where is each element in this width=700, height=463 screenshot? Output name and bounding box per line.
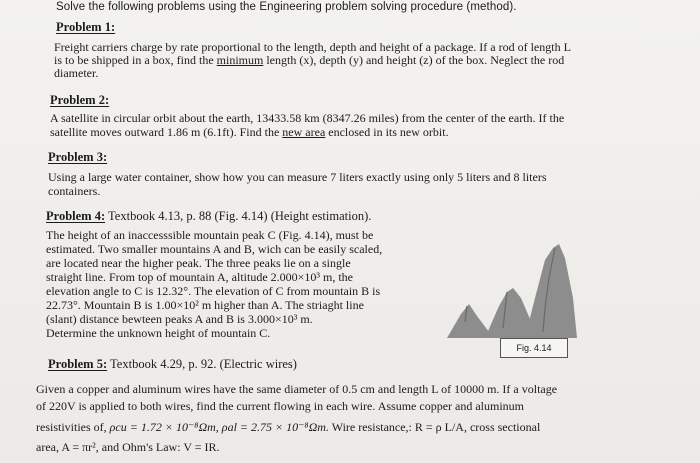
problem-5-line-4: area, A = πr², and Ohm's Law: V = IR. bbox=[36, 440, 220, 454]
problem-4-line: 22.73°. Mountain B is 1.00×10² m higher than A. The striaght line bbox=[46, 298, 364, 312]
mountain-c bbox=[525, 244, 577, 338]
problem-5-heading: Problem 5: bbox=[48, 357, 108, 371]
problem-2-heading: Problem 2: bbox=[50, 93, 110, 107]
problem-4-line: The height of an inaccesssible mountain peak C (Fig. 4.14), must be bbox=[46, 228, 374, 242]
figure-label: Fig. 4.14 bbox=[500, 338, 568, 358]
problem-5-line-3: resistivities of, ρcu = 1.72 × 10⁻⁸Ωm, ρal = 2.75 × 10⁻⁸Ωm. Wire resistance,: R = ρ L/A, cross sectional bbox=[36, 420, 541, 434]
problem-4-reference: Textbook 4.13, p. 88 (Fig. 4.14) (Height estimation). bbox=[105, 209, 372, 223]
problem-5-heading-line bbox=[48, 357, 297, 372]
mountain-a bbox=[447, 304, 491, 338]
problem-2-line-2: satellite moves outward 1.86 m (6.1ft). Find the new area enclosed in its new orbit. bbox=[50, 125, 449, 139]
problem-4-line: (slant) distance bewteen peaks A and B is 3.000×10³ m. bbox=[46, 312, 313, 326]
problem-1-heading: Problem 1: bbox=[56, 20, 116, 34]
problem-3-heading: Problem 3: bbox=[48, 150, 108, 164]
problem-5-reference: Textbook 4.29, p. 92. (Electric wires) bbox=[107, 357, 297, 371]
problem-4-line: Determine the unknown height of mountain C. bbox=[46, 326, 271, 340]
problem-1-line-3: diameter. bbox=[54, 66, 99, 80]
problem-2-line-1: A satellite in circular orbit about the earth, 13433.58 km (8347.26 miles) from the center of the earth. If the bbox=[50, 111, 565, 125]
problem-1-line-1: Freight carriers charge by rate proportional to the length, depth and height of a package. If a rod of length L bbox=[54, 40, 571, 54]
problem-3-line-2: containers. bbox=[48, 184, 101, 198]
problem-4-line: estimated. Two smaller mountains A and B, wich can be easily scaled, bbox=[46, 242, 383, 256]
problem-5-line-1: Given a copper and aluminum wires have the same diameter of 0.5 cm and length L of 10000 m. If a voltage bbox=[36, 382, 558, 396]
problem-4-line: are located near the higher peak. The three peaks lie on a single bbox=[46, 256, 351, 270]
instructions: Solve the following problems using the Engineering problem solving procedure (method). bbox=[56, 1, 517, 13]
problem-4-heading-line bbox=[46, 209, 371, 224]
problem-1-line-2: is to be shipped in a box, find the minimum length (x), depth (y) and height (z) of the box. Neglect the rod bbox=[54, 53, 565, 67]
problem-4-line: elevation angle to C is 12.32°. The elevation of C from mountain B is bbox=[46, 284, 381, 298]
problem-4-heading: Problem 4: bbox=[46, 209, 106, 223]
resistivity-formula: ρcu = 1.72 × 10⁻⁸Ωm, ρal = 2.75 × 10⁻⁸Ωm. bbox=[109, 420, 329, 434]
problem-4-line: straight line. From top of mountain A, altitude 2.000×10³ m, the bbox=[46, 270, 354, 284]
problem-3-line-1: Using a large water container, show how you can measure 7 liters exactly using only 5 liters and 8 liters bbox=[48, 170, 547, 184]
mountains-figure bbox=[447, 228, 577, 346]
problem-5-line-2: of 220V is applied to both wires, find the current flowing in each wire. Assume copper and aluminum bbox=[36, 399, 525, 413]
